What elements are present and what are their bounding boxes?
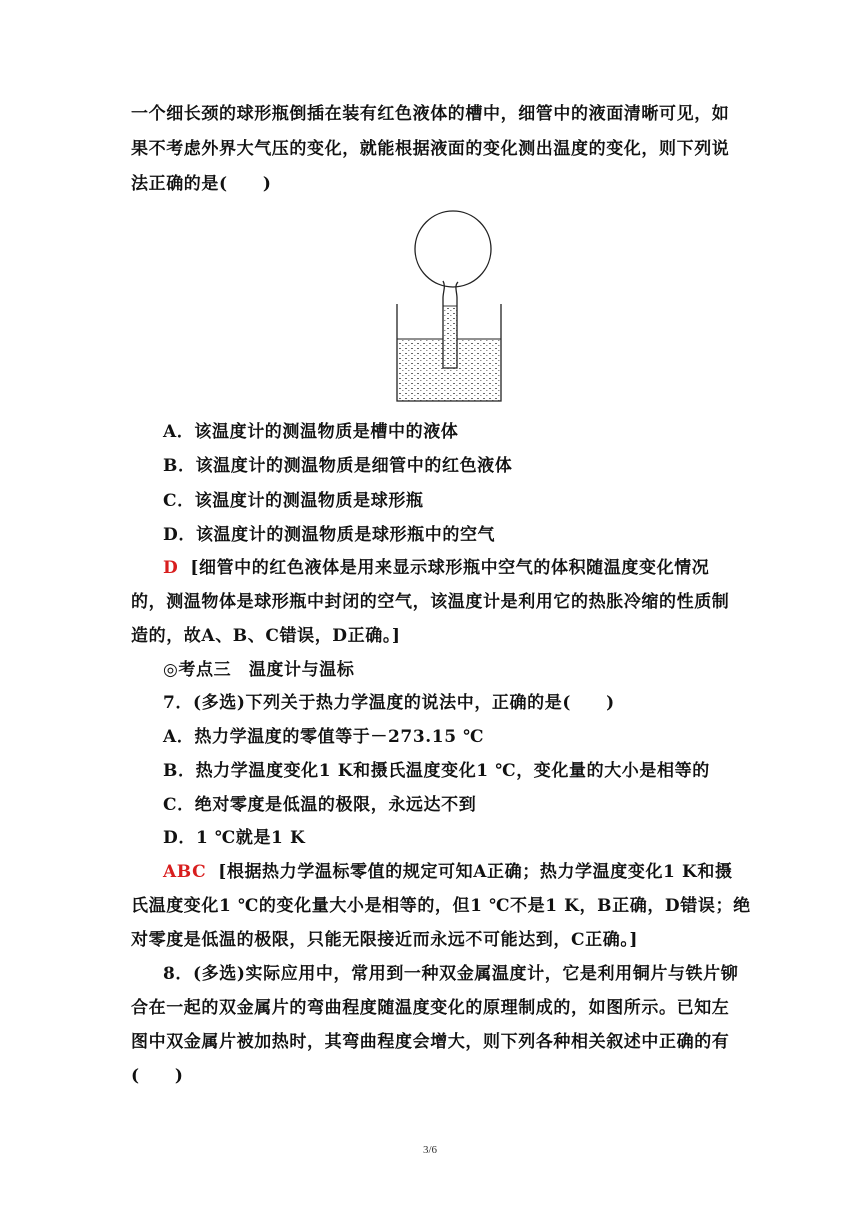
section-heading: ◎考点三 温度计与温标 [163, 660, 355, 680]
q6-answer: D [163, 558, 179, 578]
q8-line-4: ( ) [131, 1066, 184, 1086]
q6-option-b: B．该温度计的测温物质是细管中的红色液体 [163, 456, 513, 476]
q6-answer-line [163, 556, 763, 580]
q7-option-d: D．1 ℃就是1 K [163, 828, 306, 848]
intro-line-1: 一个细长颈的球形瓶倒插在装有红色液体的槽中，细管中的液面清晰可见，如 [131, 104, 730, 124]
q8-line-2: 合在一起的双金属片的弯曲程度随温度变化的原理制成的，如图所示。已知左 [131, 998, 730, 1018]
q7-answer-line [163, 860, 763, 884]
q7-stem: 7．(多选)下列关于热力学温度的说法中，正确的是( ) [163, 693, 615, 713]
q7-explanation-3: 对零度是低温的极限，只能无限接近而永远不可能达到，C正确。] [131, 930, 639, 950]
flask-bulb [415, 211, 491, 287]
thermometer-flask-figure [386, 206, 512, 404]
q6-option-c: C．该温度计的测温物质是球形瓶 [163, 491, 424, 511]
q7-explanation-2: 氏温度变化1 ℃的变化量大小是相等的，但1 ℃不是1 K，B正确，D错误；绝 [131, 896, 751, 916]
page-number: 3/6 [422, 1144, 438, 1156]
q7-option-a: A．热力学温度的零值等于－273.15 ℃ [163, 727, 485, 747]
intro-line-3: 法正确的是( ) [131, 174, 272, 194]
q6-explanation-1: [细管中的红色液体是用来显示球形瓶中空气的体积随温度变化情况 [190, 558, 710, 578]
q6-option-d: D．该温度计的测温物质是球形瓶中的空气 [163, 525, 496, 545]
q6-explanation-3: 造的，故A、B、C错误，D正确。] [131, 626, 401, 646]
tube-liquid [443, 306, 457, 368]
q7-explanation-1: [根据热力学温标零值的规定可知A正确；热力学温度变化1 K和摄 [218, 862, 733, 882]
q6-option-a: A．该温度计的测温物质是槽中的液体 [163, 422, 459, 442]
q7-option-c: C．绝对零度是低温的极限，永远达不到 [163, 795, 477, 815]
intro-line-2: 果不考虑外界大气压的变化，就能根据液面的变化测出温度的变化，则下列说 [131, 139, 730, 159]
q8-line-1: 8．(多选)实际应用中，常用到一种双金属温度计，它是利用铜片与铁片铆 [163, 964, 739, 984]
q7-option-b: B．热力学温度变化1 K和摄氏温度变化1 ℃，变化量的大小是相等的 [163, 761, 710, 781]
q6-explanation-2: 的，测温物体是球形瓶中封闭的空气，该温度计是利用它的热胀冷缩的性质制 [131, 592, 730, 612]
q8-line-3: 图中双金属片被加热时，其弯曲程度会增大，则下列各种相关叙述中正确的有 [131, 1032, 730, 1052]
q7-answer: ABC [163, 862, 207, 882]
